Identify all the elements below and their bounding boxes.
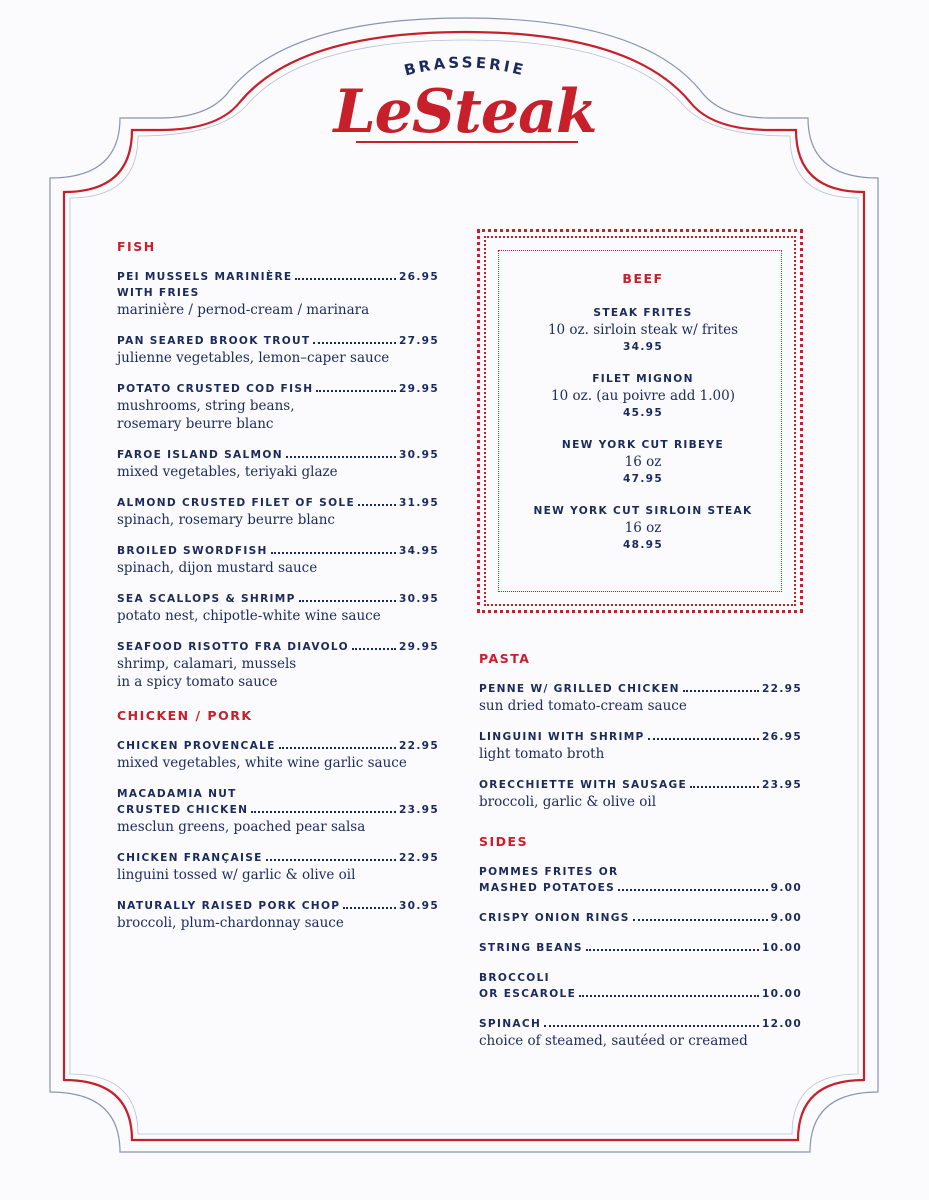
item-price: 22.95 xyxy=(761,683,802,695)
item-name: SEAFOOD RISOTTO FRA DIAVOLO xyxy=(117,641,349,653)
item-price: 30.95 xyxy=(398,900,439,912)
item-price: 30.95 xyxy=(398,449,439,461)
item-name: SPINACH xyxy=(479,1018,542,1030)
menu-item xyxy=(479,864,802,896)
item-description: linguini tossed w/ garlic & olive oil xyxy=(117,867,356,883)
beef-item-description: 16 oz xyxy=(624,454,662,470)
item-name: CHICKEN PROVENCALE xyxy=(117,740,276,752)
beef-items xyxy=(480,305,806,553)
item-name-line xyxy=(117,495,439,511)
item-name-line xyxy=(479,880,802,896)
beef-item-price: 47.95 xyxy=(622,473,663,485)
leader-dots xyxy=(343,907,396,909)
leader-dots xyxy=(352,648,396,650)
item-name: PAN SEARED BROOK TROUT xyxy=(117,335,311,347)
leader-dots xyxy=(683,690,759,692)
item-name-line xyxy=(117,898,439,914)
pasta-items xyxy=(479,681,802,811)
item-description: light tomato broth xyxy=(479,746,605,762)
menu-item xyxy=(117,447,439,481)
item-name-line xyxy=(479,940,802,956)
left-column xyxy=(117,238,439,948)
item-name-line xyxy=(117,802,439,818)
beef-item xyxy=(480,305,806,355)
item-description: broccoli, plum-chardonnay sauce xyxy=(117,915,344,931)
pasta-title: PASTA xyxy=(479,651,531,666)
logo-underline xyxy=(356,141,578,143)
menu-item xyxy=(117,495,439,529)
menu-item xyxy=(479,1016,802,1050)
beef-item-name: FILET MIGNON xyxy=(592,373,694,385)
item-description: spinach, rosemary beurre blanc xyxy=(117,512,335,528)
item-name: ORECCHIETTE WITH SAUSAGE xyxy=(479,779,688,791)
item-name-line xyxy=(479,986,802,1002)
item-price: 9.00 xyxy=(770,912,802,924)
item-description: mesclun greens, poached pear salsa xyxy=(117,819,366,835)
item-name: CRISPY ONION RINGS xyxy=(479,912,630,924)
item-name: STRING BEANS xyxy=(479,942,583,954)
leader-dots xyxy=(251,811,396,813)
item-description: mixed vegetables, white wine garlic sauce xyxy=(117,755,407,771)
item-price: 29.95 xyxy=(398,383,439,395)
item-description: julienne vegetables, lemon–caper sauce xyxy=(117,350,390,366)
item-name-pre: POMMES FRITES OR xyxy=(479,866,619,878)
menu-item xyxy=(479,910,802,926)
sides-section xyxy=(479,833,802,1050)
fish-title: FISH xyxy=(117,239,156,254)
leader-dots xyxy=(313,342,396,344)
item-price: 31.95 xyxy=(398,497,439,509)
item-description: choice of steamed, sautéed or creamed xyxy=(479,1033,748,1049)
item-price: 30.95 xyxy=(398,593,439,605)
item-price: 29.95 xyxy=(398,641,439,653)
item-name-line xyxy=(117,543,439,559)
item-price: 23.95 xyxy=(761,779,802,791)
beef-box xyxy=(477,229,803,613)
fish-section xyxy=(117,238,439,691)
menu-item xyxy=(117,898,439,932)
item-name-line xyxy=(479,1016,802,1032)
item-description: broccoli, garlic & olive oil xyxy=(479,794,657,810)
item-name-pre: MACADAMIA NUT xyxy=(117,788,237,800)
leader-dots xyxy=(586,949,759,951)
item-price: 10.00 xyxy=(761,988,802,1000)
item-description: marinière / pernod-cream / marinara xyxy=(117,302,370,318)
menu-item xyxy=(117,543,439,577)
item-price: 23.95 xyxy=(398,804,439,816)
item-price: 26.95 xyxy=(398,271,439,283)
item-name-line xyxy=(117,850,439,866)
item-name-cont: WITH FRIES xyxy=(117,287,200,299)
item-price: 22.95 xyxy=(398,852,439,864)
leader-dots xyxy=(618,889,768,891)
beef-item xyxy=(480,437,806,487)
item-name-line xyxy=(479,729,802,745)
item-name: MASHED POTATOES xyxy=(479,882,616,894)
beef-item-price: 34.95 xyxy=(622,341,663,353)
menu-item xyxy=(479,940,802,956)
menu-item xyxy=(117,850,439,884)
menu-item xyxy=(117,591,439,625)
leader-dots xyxy=(286,456,396,458)
item-name-pre: BROCCOLI xyxy=(479,972,550,984)
beef-item-description: 16 oz xyxy=(624,520,662,536)
pasta-section xyxy=(479,650,802,811)
beef-item-name: NEW YORK CUT RIBEYE xyxy=(561,439,725,451)
beef-title: BEEF xyxy=(622,271,664,286)
beef-item-description: 10 oz. (au poivre add 1.00) xyxy=(551,388,735,404)
item-name-line xyxy=(479,910,802,926)
item-description: spinach, dijon mustard sauce xyxy=(117,560,318,576)
item-name: PEI MUSSELS MARINIÈRE xyxy=(117,271,293,283)
item-description: sun dried tomato-cream sauce xyxy=(479,698,687,714)
leader-dots xyxy=(266,859,396,861)
beef-item-price: 45.95 xyxy=(622,407,663,419)
item-description: mixed vegetables, teriyaki glaze xyxy=(117,464,338,480)
leader-dots xyxy=(544,1025,759,1027)
item-name-line xyxy=(117,381,439,397)
item-description: potato nest, chipotle-white wine sauce xyxy=(117,608,381,624)
beef-item-name: NEW YORK CUT SIRLOIN STEAK xyxy=(533,505,753,517)
right-column xyxy=(479,650,802,1066)
item-name-line xyxy=(117,738,439,754)
item-name: SEA SCALLOPS & SHRIMP xyxy=(117,593,296,605)
item-name-line xyxy=(117,447,439,463)
brand-small-text: BRASSERIE xyxy=(402,53,528,80)
sides-items xyxy=(479,864,802,1050)
leader-dots xyxy=(279,747,396,749)
item-name-line xyxy=(117,591,439,607)
item-name: ALMOND CRUSTED FILET OF SOLE xyxy=(117,497,355,509)
menu-item xyxy=(117,269,439,319)
leader-dots xyxy=(271,552,396,554)
beef-section xyxy=(480,270,806,569)
fish-items xyxy=(117,269,439,691)
leader-dots xyxy=(648,738,759,740)
item-price: 27.95 xyxy=(398,335,439,347)
item-price: 10.00 xyxy=(761,942,802,954)
item-name-line xyxy=(117,333,439,349)
beef-item-price: 48.95 xyxy=(622,539,663,551)
menu-item xyxy=(117,639,439,691)
leader-dots xyxy=(295,278,396,280)
item-name: OR ESCAROLE xyxy=(479,988,577,1000)
chicken-pork-items xyxy=(117,738,439,932)
item-name: POTATO CRUSTED COD FISH xyxy=(117,383,314,395)
item-price: 22.95 xyxy=(398,740,439,752)
item-name-line xyxy=(479,777,802,793)
leader-dots xyxy=(690,786,759,788)
menu-item xyxy=(479,729,802,763)
menu-item xyxy=(117,381,439,433)
item-description: shrimp, calamari, mussels xyxy=(117,656,297,672)
item-description: rosemary beurre blanc xyxy=(117,416,274,432)
item-name: PENNE W/ GRILLED CHICKEN xyxy=(479,683,680,695)
item-price: 9.00 xyxy=(770,882,802,894)
chicken-pork-title: CHICKEN / PORK xyxy=(117,708,253,723)
item-description: in a spicy tomato sauce xyxy=(117,674,278,690)
item-name-line xyxy=(479,681,802,697)
leader-dots xyxy=(299,600,396,602)
item-name-line xyxy=(117,639,439,655)
beef-item xyxy=(480,503,806,553)
item-description: mushrooms, string beans, xyxy=(117,398,295,414)
leader-dots xyxy=(579,995,759,997)
sides-title: SIDES xyxy=(479,834,529,849)
beef-item-description: 10 oz. sirloin steak w/ frites xyxy=(547,322,739,338)
brand-logo: LeSteak xyxy=(333,77,597,147)
item-name: BROILED SWORDFISH xyxy=(117,545,268,557)
menu-item xyxy=(479,777,802,811)
item-name-line xyxy=(117,269,439,285)
leader-dots xyxy=(633,919,768,921)
menu-item xyxy=(479,681,802,715)
item-name: CRUSTED CHICKEN xyxy=(117,804,249,816)
item-name: LINGUINI WITH SHRIMP xyxy=(479,731,645,743)
menu-item xyxy=(479,970,802,1002)
beef-item-name: STEAK FRITES xyxy=(593,307,693,319)
item-price: 12.00 xyxy=(761,1018,802,1030)
item-name: NATURALLY RAISED PORK CHOP xyxy=(117,900,341,912)
item-name: FAROE ISLAND SALMON xyxy=(117,449,283,461)
item-name: CHICKEN FRANÇAISE xyxy=(117,852,263,864)
leader-dots xyxy=(358,504,396,506)
menu-item xyxy=(117,333,439,367)
beef-item xyxy=(480,371,806,421)
item-price: 26.95 xyxy=(761,731,802,743)
menu-item xyxy=(117,786,439,836)
leader-dots xyxy=(316,390,396,392)
menu-item xyxy=(117,738,439,772)
item-price: 34.95 xyxy=(398,545,439,557)
chicken-pork-section xyxy=(117,707,439,932)
